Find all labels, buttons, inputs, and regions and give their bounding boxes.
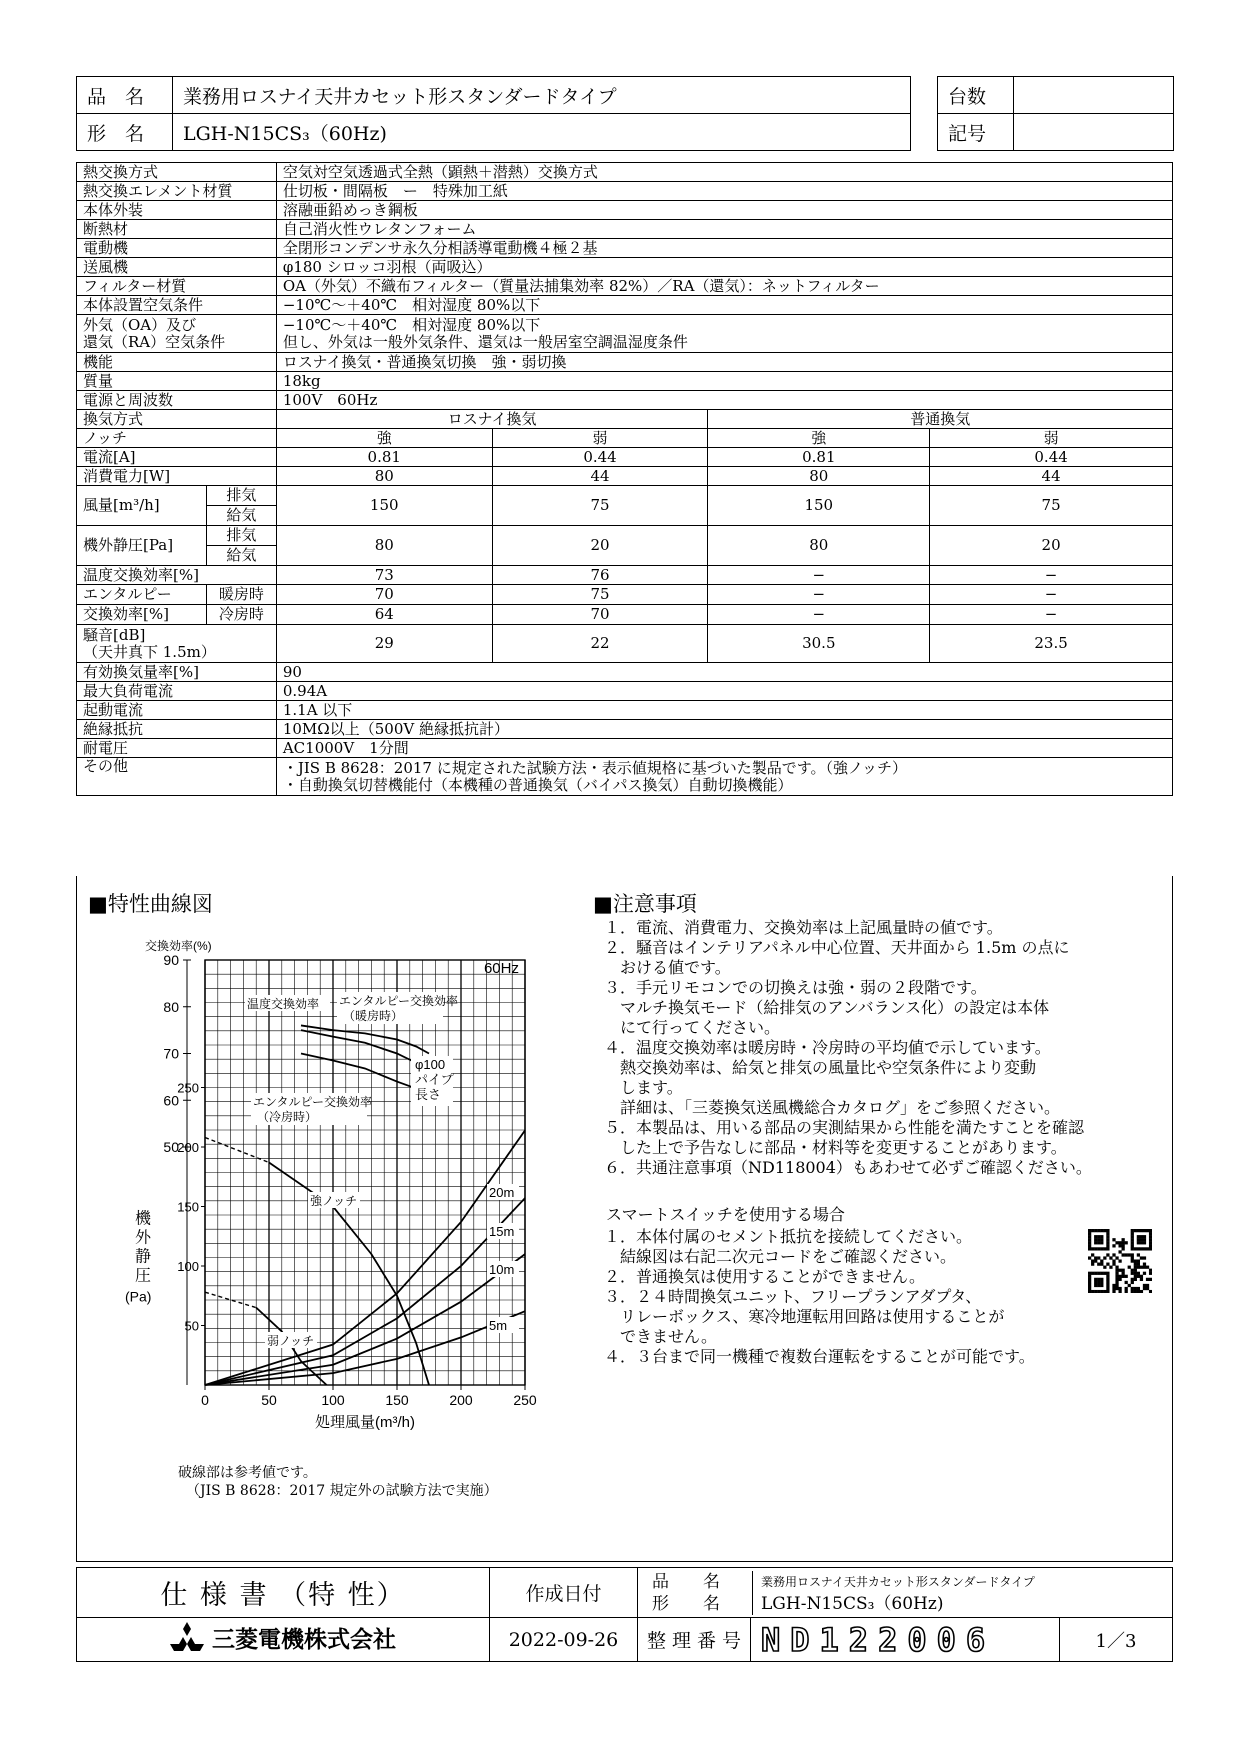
temp-eff-value: 76: [492, 566, 708, 585]
other-label: その他: [77, 758, 277, 796]
noise-label: [77, 625, 277, 663]
x-tick-label: 100: [321, 1392, 345, 1408]
label-pipe-3: 長さ: [415, 1087, 442, 1102]
perf-value: 44: [492, 467, 708, 486]
enth-heat-value: 75: [492, 585, 708, 605]
header-table: [76, 76, 911, 151]
perf-value: 0.44: [930, 448, 1173, 467]
noise-label-1: 騒音[dB]: [83, 625, 146, 644]
date-label: 作成日付: [490, 1568, 638, 1618]
chart-footnote-1: 破線部は参考値です。: [178, 1465, 317, 1481]
document-number: ND122006: [761, 1620, 996, 1659]
spec-label: 熱交換エレメント材質: [77, 182, 277, 201]
oa-label-2: 還気（RA）空気条件: [83, 332, 226, 351]
footer-table: [76, 1567, 1173, 1662]
note-item: ３．手元リモコンでの切換えは強・弱の２段階です。 マルチ換気モード（給排気のアンバランス化）の設定は本体 にて行ってください。: [604, 978, 1050, 1037]
airflow-value: 150: [708, 486, 930, 526]
spec-value: OA（外気）不織布フィルター（質量法捕集効率 82%）／RA（還気）：ネットフィルター: [276, 277, 1172, 296]
footer-product-value: 業務用ロスナイ天井カセット形スタンダードタイプ: [761, 1574, 1035, 1589]
temp-eff-value: −: [708, 566, 930, 585]
spec-value: ロスナイ換気・普通換気切換 強・弱切換: [276, 353, 1172, 372]
spec-value: 90: [276, 663, 1172, 682]
x-tick-label: 200: [449, 1392, 473, 1408]
date-value: 2022-09-26: [490, 1618, 638, 1662]
notes-list: [604, 918, 1169, 1178]
spec-label: 本体外装: [77, 201, 277, 220]
spec-label: 電流[A]: [77, 448, 277, 467]
cooling-label: 冷房時: [206, 605, 276, 625]
footer-product-label: 品 名: [652, 1571, 720, 1592]
perf-value: 80: [708, 467, 930, 486]
spec-label: 電源と周波数: [77, 391, 277, 410]
eff-axis-label: 交換効率(%): [145, 939, 212, 953]
note-item: １．本体付属のセメント抵抗を接続してください。 結線図は右記二次元コードをご確認ください。: [604, 1227, 973, 1266]
spec-value: −10℃〜＋40℃ 相対湿度 80%以下: [276, 296, 1172, 315]
spec-value: [276, 315, 1172, 353]
oa-value-1: −10℃〜＋40℃ 相対湿度 80%以下: [282, 315, 541, 334]
pa-tick-label: 250: [177, 1080, 199, 1096]
spec-label: 電動機: [77, 239, 277, 258]
pa-tick-label: 50: [184, 1318, 199, 1334]
count-label: 台数: [938, 77, 1014, 114]
spec-label: 送風機: [77, 258, 277, 277]
spec-label: 断熱材: [77, 220, 277, 239]
notch-value: 強: [276, 429, 492, 448]
spec-label: 本体設置空気条件: [77, 296, 277, 315]
label-enth-heat-2: （暖房時）: [343, 1009, 404, 1023]
count-table: [937, 76, 1174, 151]
spec-value: AC1000V 1分間: [276, 739, 1172, 758]
spec-table: [76, 162, 1173, 796]
pa-tick-label: 100: [177, 1259, 199, 1274]
pa-axis-unit: (Pa): [125, 1288, 152, 1305]
mark-label: 記号: [938, 114, 1014, 151]
label-strong-notch: 強ノッチ: [310, 1194, 358, 1208]
noise-label-2: （天井真下 1.5m）: [83, 642, 216, 661]
eff-tick-label: 60: [163, 1092, 179, 1109]
perf-value: 0.81: [708, 448, 930, 467]
note-item: ３．２４時間換気ユニット、フリープランアダプタ、 リレーボックス、寒冷地運転用回路は使用することが できません。: [604, 1287, 1005, 1346]
pa-curve-ref-0: [205, 1137, 269, 1162]
enth-cool-value: −: [708, 605, 930, 625]
qr-code[interactable]: [1088, 1229, 1152, 1293]
label-pipe-length: 10m: [489, 1262, 515, 1277]
spec-value: 0.94A: [276, 682, 1172, 701]
airflow-value: 75: [930, 486, 1173, 526]
page-number: 1／3: [1060, 1618, 1173, 1662]
footer-model-label: 形 名: [652, 1593, 720, 1614]
noise-value: 22: [492, 625, 708, 663]
perf-value: 80: [276, 467, 492, 486]
spec-value: 自己消火性ウレタンフォーム: [276, 220, 1172, 239]
other-value: [276, 758, 1172, 796]
count-value: [1014, 77, 1174, 114]
note-item: １．電流、消費電力、交換効率は上記風量時の値です。: [604, 918, 1003, 937]
pressure-value: 80: [708, 526, 930, 566]
heating-label: 暖房時: [206, 585, 276, 605]
x-tick-label: 250: [513, 1392, 537, 1408]
temp-eff-value: 73: [276, 566, 492, 585]
label-pipe-1: φ100: [415, 1057, 446, 1072]
label-enth-heat: エンタルピー交換効率: [339, 994, 459, 1008]
pa-tick-label: 150: [177, 1199, 199, 1215]
notch-value: 強: [708, 429, 930, 448]
airflow-value: 150: [276, 486, 492, 526]
spec-value: 1.1A 以下: [276, 701, 1172, 720]
eff-tick-label: 70: [163, 1045, 179, 1062]
spec-label: 耐電圧: [77, 739, 277, 758]
noise-value: 23.5: [930, 625, 1173, 663]
label-pipe-length: 5m: [489, 1318, 508, 1333]
enth-heat-value: −: [930, 585, 1173, 605]
enth-cool-value: −: [930, 605, 1173, 625]
enth-label: エンタルピー: [77, 585, 207, 605]
chart-footnote-2: （JIS B 8628：2017 規定外の試験方法で実施）: [186, 1483, 498, 1499]
spec-value: 全閉形コンデンサ永久分相誘導電動機４極２基: [276, 239, 1172, 258]
pressure-value: 20: [930, 526, 1173, 566]
spec-label: 機能: [77, 353, 277, 372]
eff-tick-label: 90: [163, 952, 179, 968]
company-name: 三菱電機株式会社: [212, 1625, 396, 1652]
note-item: ２．騒音はインテリアパネル中心位置、天井面から 1.5m の点に おける値です。: [604, 938, 1070, 977]
perf-value: 0.81: [276, 448, 492, 467]
spec-label: フィルター材質: [77, 277, 277, 296]
exhaust-label: 排気: [206, 486, 276, 506]
label-enth-cool: エンタルピー交換効率: [253, 1095, 373, 1109]
spec-label: [77, 315, 277, 353]
perf-value: 0.44: [492, 448, 708, 467]
pressure-value: 80: [276, 526, 492, 566]
mark-value: [1014, 114, 1174, 151]
spec-value: φ180 シロッコ羽根（両吸込）: [276, 258, 1172, 277]
pa-axis-char: 静: [135, 1248, 152, 1266]
footer-model-value: LGH-N15CS₃（60Hz): [761, 1593, 944, 1614]
spec-value: 仕切板・間隔板 ー 特殊加工紙: [276, 182, 1172, 201]
mode-label: 換気方式: [77, 410, 277, 429]
spec-label: 消費電力[W]: [77, 467, 277, 486]
chart-title: 60Hz: [483, 960, 519, 977]
note-item: ６．共通注意事項（ND118004）もあわせて必ずご確認ください。: [604, 1158, 1092, 1177]
spec-label: 質量: [77, 372, 277, 391]
label-pipe-2: パイプ: [415, 1072, 454, 1087]
pressure-label: 機外静圧[Pa]: [77, 526, 207, 566]
enth-heat-value: −: [708, 585, 930, 605]
spec-value: 溶融亜鉛めっき鋼板: [276, 201, 1172, 220]
smart-switch-notes: [604, 1227, 1074, 1367]
supply-label: 給気: [206, 546, 276, 566]
temp-eff-value: −: [930, 566, 1173, 585]
pa-axis-char: 外: [135, 1229, 152, 1247]
oa-value-2: 但し、外気は一般外気条件、還気は一般居室空調温湿度条件: [282, 332, 688, 351]
model-name: LGH-N15CS₃（60Hz): [173, 114, 911, 151]
airflow-label: 風量[m³/h]: [77, 486, 207, 526]
label-weak-notch: 弱ノッチ: [267, 1334, 315, 1348]
mitsubishi-logo-icon: [170, 1622, 204, 1652]
notch-value: 弱: [492, 429, 708, 448]
spec-label: 起動電流: [77, 701, 277, 720]
notch-label: ノッチ: [77, 429, 277, 448]
pa-tick-label: 200: [177, 1140, 199, 1155]
spec-value: 空気対空気透過式全熱（顕熱＋潜熱）交換方式: [276, 163, 1172, 182]
spec-value: 100V 60Hz: [276, 391, 1172, 410]
model-label: 形 名: [77, 114, 173, 151]
noise-value: 30.5: [708, 625, 930, 663]
spec-label: 熱交換方式: [77, 163, 277, 182]
spec-label: 絶縁抵抗: [77, 720, 277, 739]
x-axis-label: 処理風量(m³/h): [315, 1414, 415, 1431]
mode-lossnay: ロスナイ換気: [276, 410, 708, 429]
eff-tick-label: 50: [163, 1139, 179, 1155]
supply-label: 給気: [206, 506, 276, 526]
note-item: ５．本製品は、用いる部品の実測結果から性能を満たすことを確認 した上で予告なしに部品・材料等を変更することがあります。: [604, 1118, 1085, 1157]
spec-label: 有効換気量率[%]: [77, 663, 277, 682]
smart-switch-title: スマートスイッチを使用する場合: [606, 1205, 845, 1224]
number-label: 整 理 番 号: [638, 1618, 751, 1662]
exhaust-label: 排気: [206, 526, 276, 546]
pipe-curve-3: [205, 1198, 525, 1385]
x-tick-label: 0: [201, 1392, 209, 1408]
doc-title: 仕 様 書 （特 性）: [77, 1568, 490, 1618]
enth-cool-value: 64: [276, 605, 492, 625]
pressure-value: 20: [492, 526, 708, 566]
label-temp-eff: 温度交換効率: [247, 997, 320, 1011]
x-tick-label: 150: [385, 1392, 409, 1408]
note-item: ４．温度交換効率は暖房時・冷房時の平均値で示しています。 熱交換効率は、給気と排気の風量比や空気条件により変動 します。 詳細は、「三菱換気送風機総合カタログ」をご参照ください。: [604, 1038, 1061, 1117]
label-pipe-length: 15m: [489, 1224, 515, 1239]
label-pipe-length: 20m: [489, 1185, 515, 1200]
noise-value: 29: [276, 625, 492, 663]
note-item: ２．普通換気は使用することができません。: [604, 1267, 925, 1286]
spec-value: 10MΩ以上（500V 絶縁抵抗計）: [276, 720, 1172, 739]
enth-heat-value: 70: [276, 585, 492, 605]
pa-axis-char: 機: [135, 1210, 152, 1228]
product-label: 品 名: [77, 77, 173, 114]
note-item: ４．３台まで同一機種で複数台運転をすることが可能です。: [604, 1347, 1035, 1366]
other-line-2: ・自動換気切替機能付（本機種の普通換気（バイパス換気）自動切換機能）: [282, 775, 793, 794]
spec-label: 最大負荷電流: [77, 682, 277, 701]
characteristic-chart: [120, 930, 560, 1450]
enth-label-2: 交換効率[%]: [77, 605, 207, 625]
label-enth-cool-2: （冷房時）: [257, 1110, 318, 1124]
pa-axis-char: 圧: [135, 1267, 152, 1285]
airflow-value: 75: [492, 486, 708, 526]
enth-cool-value: 70: [492, 605, 708, 625]
oa-label-1: 外気（OA）及び: [83, 315, 197, 334]
temp-eff-label: 温度交換効率[%]: [77, 566, 277, 585]
notes-section-title: ■注意事項: [593, 892, 697, 916]
notch-value: 弱: [930, 429, 1173, 448]
spec-value: 18kg: [276, 372, 1172, 391]
eff-tick-label: 80: [163, 998, 179, 1015]
chart-section-title: ■特性曲線図: [88, 892, 213, 916]
other-line-1: ・JIS B 8628：2017 に規定された試験方法・表示値規格に基づいた製品です。（強ノッチ）: [282, 758, 907, 777]
perf-value: 44: [930, 467, 1173, 486]
mode-normal: 普通換気: [708, 410, 1173, 429]
x-tick-label: 50: [261, 1392, 277, 1408]
product-name: 業務用ロスナイ天井カセット形スタンダードタイプ: [173, 77, 911, 114]
